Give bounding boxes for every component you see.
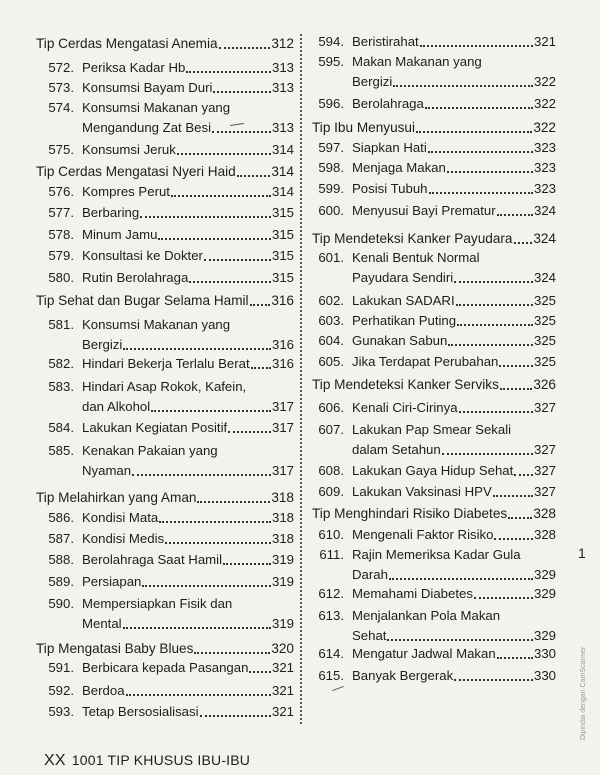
entry-title-line1: Kenali Bentuk Normal [352, 250, 480, 265]
dot-leader [474, 597, 533, 599]
footer-book-title: 1001 TIP KHUSUS IBU-IBU [71, 752, 251, 768]
entry-title: Kompres Perut [82, 184, 170, 199]
entry-title-line1: Kenakan Pakaian yang [82, 443, 218, 458]
dot-leader [393, 85, 533, 87]
toc-entry[interactable] [36, 60, 294, 76]
toc-section-heading[interactable] [36, 641, 294, 657]
dot-leader [508, 517, 532, 519]
entry-number: 588. [48, 552, 74, 567]
entry-number: 607. [318, 422, 344, 437]
dot-leader [194, 652, 270, 654]
dot-leader [454, 679, 533, 681]
entry-number: 600. [318, 203, 344, 218]
toc-entry[interactable] [36, 317, 294, 353]
entry-title: Hindari Bekerja Terlalu Berat [82, 356, 250, 371]
entry-number: 604. [318, 333, 344, 348]
section-title: Tip Cerdas Mengatasi Anemia [36, 36, 218, 51]
section-title: Tip Menghindari Risiko Diabetes [312, 506, 508, 521]
dot-leader [126, 694, 271, 696]
entry-title: Banyak Bergerak [352, 668, 454, 683]
toc-entry[interactable] [312, 547, 556, 583]
toc-entry[interactable] [36, 420, 294, 436]
dot-leader [425, 107, 533, 109]
entry-title-line2: Bergizi [82, 337, 123, 352]
page-number: 325 [533, 354, 556, 369]
entry-title: Lakukan SADARI [352, 293, 455, 308]
page-number: 328 [533, 527, 556, 542]
entry-number: 596. [318, 96, 344, 111]
entry-number: 585. [48, 443, 74, 458]
page-number: 330 [533, 646, 556, 661]
entry-number: 572. [48, 60, 74, 75]
toc-entry[interactable] [36, 443, 294, 479]
page-number: 322 [533, 120, 556, 135]
entry-number: 611. [319, 547, 344, 562]
page-number: 313 [271, 60, 294, 75]
toc-entry[interactable] [312, 463, 556, 479]
section-title: Tip Ibu Menyusui [312, 120, 416, 135]
page-number: 327 [533, 442, 556, 457]
toc-entry[interactable] [312, 34, 556, 50]
entry-title: Konsultasi ke Dokter [82, 248, 203, 263]
entry-number: 573. [48, 80, 74, 95]
entry-number: 586. [48, 510, 74, 525]
entry-number: 587. [48, 531, 74, 546]
entry-title: Perhatikan Puting [352, 313, 457, 328]
entry-number: 576. [48, 184, 74, 199]
toc-entry[interactable] [312, 140, 556, 156]
entry-number: 583. [48, 379, 74, 394]
entry-title-line1: Makan Makanan yang [352, 54, 482, 69]
footer-page-number: XX [44, 752, 66, 769]
toc-entry[interactable] [312, 586, 556, 602]
toc-entry[interactable] [36, 596, 294, 632]
dot-leader [428, 151, 533, 153]
entry-number: 612. [318, 586, 344, 601]
entry-title-line2: Nyaman [82, 463, 132, 478]
page-number: 329 [533, 567, 556, 582]
entry-number: 589. [48, 574, 74, 589]
page-number: 313 [271, 120, 294, 135]
page-number: 318 [271, 531, 294, 546]
entry-title: Berbaring [82, 205, 140, 220]
entry-number: 584. [48, 420, 74, 435]
entry-number: 574. [48, 100, 74, 115]
dot-leader [165, 542, 271, 544]
page-number: 315 [271, 227, 294, 242]
page-number: 315 [271, 205, 294, 220]
toc-section-heading[interactable] [36, 490, 294, 506]
page-number: 316 [271, 337, 294, 352]
toc-entry[interactable] [312, 333, 556, 349]
page-number: 329 [533, 586, 556, 601]
toc-entry[interactable] [312, 313, 556, 329]
toc-entry[interactable] [36, 227, 294, 243]
entry-number: 592. [48, 683, 74, 698]
entry-number: 593. [48, 704, 74, 719]
toc-section-heading[interactable] [36, 164, 294, 180]
page-number: 324 [533, 203, 556, 218]
dot-leader [454, 281, 533, 283]
dot-leader [123, 627, 271, 629]
entry-title: Menyusui Bayi Prematur [352, 203, 496, 218]
dot-leader [514, 242, 533, 244]
page-number: 321 [271, 683, 294, 698]
entry-number: 591. [48, 660, 74, 675]
page-number: 317 [271, 420, 294, 435]
toc-entry[interactable] [312, 400, 556, 416]
page-number: 320 [271, 641, 294, 656]
page-number: 318 [271, 510, 294, 525]
page-number: 321 [533, 34, 556, 49]
toc-entry[interactable] [36, 704, 294, 720]
page-number: 325 [533, 293, 556, 308]
dot-leader [497, 214, 533, 216]
page-number: 323 [533, 160, 556, 175]
entry-title: Lakukan Kegiatan Positif [82, 420, 228, 435]
entry-title: Konsumsi Bayam Duri [82, 80, 213, 95]
page-number: 314 [271, 142, 294, 157]
dot-leader [429, 192, 533, 194]
entry-title: Jika Terdapat Perubahan [352, 354, 499, 369]
page-number: 325 [533, 313, 556, 328]
toc-entry[interactable] [36, 248, 294, 264]
entry-number: 580. [48, 270, 74, 285]
entry-number: 595. [318, 54, 344, 69]
section-title: Tip Sehat dan Bugar Selama Hamil [36, 293, 249, 308]
entry-number: 602. [318, 293, 344, 308]
dot-leader [200, 715, 271, 717]
entry-title: Posisi Tubuh [352, 181, 428, 196]
toc-entry[interactable] [36, 205, 294, 221]
dot-leader [151, 410, 271, 412]
column-divider [300, 34, 302, 724]
dot-leader [228, 431, 271, 433]
scanner-watermark: Dipindai dengan CamScanner [580, 646, 587, 740]
page-number: 313 [271, 80, 294, 95]
dot-leader [447, 171, 533, 173]
toc-entry[interactable] [36, 270, 294, 286]
entry-number: 577. [48, 205, 74, 220]
page-number: 317 [271, 399, 294, 414]
dot-leader [448, 344, 533, 346]
entry-number: 578. [48, 227, 74, 242]
toc-entry[interactable] [36, 574, 294, 590]
page-number: 324 [533, 231, 556, 246]
dot-leader [171, 195, 271, 197]
entry-title-line1: Mempersiapkan Fisik dan [82, 596, 233, 611]
entry-number: 594. [318, 34, 344, 49]
dot-leader [159, 521, 271, 523]
page-number: 321 [271, 660, 294, 675]
pen-mark [332, 686, 344, 691]
page-number: 330 [533, 668, 556, 683]
entry-title: Mengatur Jadwal Makan [352, 646, 496, 661]
toc-entry[interactable] [312, 354, 556, 370]
dot-leader [251, 367, 271, 369]
dot-leader [223, 563, 271, 565]
toc-section-heading[interactable] [312, 377, 556, 393]
dot-leader [499, 365, 533, 367]
dot-leader [132, 474, 271, 476]
entry-title-line1: Rajin Memeriksa Kadar Gula [352, 547, 521, 562]
toc-entry[interactable] [312, 181, 556, 197]
page-number: 329 [533, 628, 556, 643]
dot-leader [500, 388, 532, 390]
page-number: 314 [271, 164, 294, 179]
toc-entry[interactable] [312, 54, 556, 90]
toc-entry[interactable] [312, 203, 556, 219]
page-number: 316 [271, 356, 294, 371]
entry-number: 597. [318, 140, 344, 155]
toc-entry[interactable] [36, 100, 294, 136]
entry-number: 608. [318, 463, 344, 478]
dot-leader [416, 131, 532, 133]
page-number: 322 [533, 96, 556, 111]
page-number: 321 [271, 704, 294, 719]
entry-title: Berdoa [82, 683, 125, 698]
entry-number: 613. [318, 608, 344, 623]
entry-number: 599. [318, 181, 344, 196]
dot-leader [494, 538, 533, 540]
entry-number: 601. [318, 250, 344, 265]
entry-title: Memahami Diabetes [352, 586, 473, 601]
toc-entry[interactable] [312, 160, 556, 176]
dot-leader [387, 639, 533, 641]
page-number: 319 [271, 616, 294, 631]
entry-title: Berbicara kepada Pasangan [82, 660, 249, 675]
dot-leader [142, 585, 271, 587]
toc-section-heading[interactable] [312, 506, 556, 522]
toc-entry[interactable] [36, 356, 294, 372]
toc-entry[interactable] [312, 608, 556, 644]
dot-leader [249, 671, 271, 673]
toc-entry[interactable] [36, 510, 294, 526]
dot-leader [186, 71, 271, 73]
dot-leader [442, 453, 533, 455]
entry-title: Mengenali Faktor Risiko [352, 527, 494, 542]
entry-number: 606. [318, 400, 344, 415]
toc-entry[interactable] [312, 96, 556, 112]
entry-title: Konsumsi Jeruk [82, 142, 176, 157]
dot-leader [457, 324, 533, 326]
toc-entry[interactable] [36, 80, 294, 96]
entry-title-line1: Hindari Asap Rokok, Kafein, [82, 379, 247, 394]
entry-title: Beristirahat [352, 34, 419, 49]
toc-entry[interactable] [312, 527, 556, 543]
toc-entry[interactable] [36, 660, 294, 676]
page-number: 318 [271, 490, 294, 505]
dot-leader [493, 495, 533, 497]
entry-title-line2: Mental [82, 616, 122, 631]
toc-entry[interactable] [36, 184, 294, 200]
toc-entry[interactable] [36, 142, 294, 158]
toc-entry[interactable] [312, 293, 556, 309]
dot-leader [250, 304, 271, 306]
dot-leader [514, 474, 533, 476]
section-title: Tip Mengatasi Baby Blues [36, 641, 194, 656]
page-number: 317 [271, 463, 294, 478]
entry-number: 605. [318, 354, 344, 369]
entry-title: Kenali Ciri-Cirinya [352, 400, 458, 415]
page-number: 325 [533, 333, 556, 348]
side-mark: 1 [578, 545, 586, 561]
page-number: 326 [533, 377, 556, 392]
dot-leader [389, 578, 533, 580]
entry-number: 610. [318, 527, 344, 542]
dot-leader [212, 131, 271, 133]
page-number: 322 [533, 74, 556, 89]
toc-entry[interactable] [312, 484, 556, 500]
section-title: Tip Cerdas Mengatasi Nyeri Haid [36, 164, 236, 179]
toc-section-heading[interactable] [312, 120, 556, 136]
toc-entry[interactable] [312, 422, 556, 458]
entry-title: Kondisi Mata [82, 510, 159, 525]
dot-leader [177, 153, 271, 155]
toc-entry[interactable] [36, 552, 294, 568]
page-number: 323 [533, 140, 556, 155]
section-title: Tip Mendeteksi Kanker Payudara [312, 231, 513, 246]
dot-leader [456, 304, 533, 306]
entry-number: 614. [318, 646, 344, 661]
entry-title-line2: Sehat [352, 628, 387, 643]
page-number: 327 [533, 484, 556, 499]
entry-title: Berolahraga Saat Hamil [82, 552, 223, 567]
dot-leader [459, 411, 533, 413]
entry-title-line1: Menjalankan Pola Makan [352, 608, 501, 623]
page-number: 327 [533, 400, 556, 415]
page-number: 327 [533, 463, 556, 478]
entry-number: 575. [48, 142, 74, 157]
entry-title: Kondisi Medis [82, 531, 165, 546]
toc-entry[interactable] [312, 668, 556, 684]
toc-entry[interactable] [312, 646, 556, 662]
entry-title: Berolahraga [352, 96, 424, 111]
entry-title-line2: Payudara Sendiri [352, 270, 454, 285]
dot-leader [123, 348, 271, 350]
toc-section-heading[interactable] [36, 293, 294, 309]
entry-title-line2: Bergizi [352, 74, 393, 89]
entry-number: 598. [318, 160, 344, 175]
page-number: 314 [271, 184, 294, 199]
entry-title: Rutin Berolahraga [82, 270, 189, 285]
dot-leader [213, 91, 271, 93]
entry-title: Minum Jamu [82, 227, 158, 242]
section-title: Tip Melahirkan yang Aman [36, 490, 197, 505]
entry-title-line1: Konsumsi Makanan yang [82, 317, 231, 332]
page-footer [44, 752, 250, 770]
entry-title-line2: Mengandung Zat Besi [82, 120, 212, 135]
entry-number: 615. [318, 668, 344, 683]
toc-entry[interactable] [36, 379, 294, 415]
entry-number: 581. [48, 317, 74, 332]
entry-number: 590. [48, 596, 74, 611]
entry-title: Lakukan Vaksinasi HPV [352, 484, 492, 499]
toc-entry[interactable] [312, 250, 556, 286]
entry-title-line2: dalam Setahun [352, 442, 441, 457]
entry-number: 609. [318, 484, 344, 499]
entry-title: Siapkan Hati [352, 140, 427, 155]
entry-title: Periksa Kadar Hb [82, 60, 186, 75]
dot-leader [237, 175, 271, 177]
dot-leader [158, 238, 271, 240]
entry-title-line2: dan Alkohol [82, 399, 151, 414]
entry-title: Menjaga Makan [352, 160, 446, 175]
page-number: 328 [533, 506, 556, 521]
page-number: 323 [533, 181, 556, 196]
dot-leader [420, 45, 533, 47]
section-title: Tip Mendeteksi Kanker Serviks [312, 377, 499, 392]
page-number: 319 [271, 574, 294, 589]
entry-number: 603. [318, 313, 344, 328]
toc-section-heading[interactable] [312, 231, 556, 247]
toc-entry[interactable] [36, 531, 294, 547]
page-number: 315 [271, 270, 294, 285]
page-number: 324 [533, 270, 556, 285]
entry-title: Tetap Bersosialisasi [82, 704, 199, 719]
page-number: 312 [271, 36, 294, 51]
dot-leader [189, 281, 271, 283]
entry-title-line1: Lakukan Pap Smear Sekali [352, 422, 512, 437]
dot-leader [219, 47, 271, 49]
page-number: 319 [271, 552, 294, 567]
dot-leader [204, 259, 271, 261]
entry-title: Lakukan Gaya Hidup Sehat [352, 463, 514, 478]
entry-title-line2: Darah [352, 567, 388, 582]
entry-title: Persiapan [82, 574, 142, 589]
toc-entry[interactable] [36, 683, 294, 699]
dot-leader [497, 657, 533, 659]
entry-number: 579. [48, 248, 74, 263]
dot-leader [197, 501, 270, 503]
dot-leader [140, 216, 271, 218]
page-number: 316 [271, 293, 294, 308]
entry-title: Gunakan Sabun [352, 333, 448, 348]
entry-title-line1: Konsumsi Makanan yang [82, 100, 231, 115]
toc-section-heading[interactable] [36, 36, 294, 52]
page-number: 315 [271, 248, 294, 263]
entry-number: 582. [48, 356, 74, 371]
